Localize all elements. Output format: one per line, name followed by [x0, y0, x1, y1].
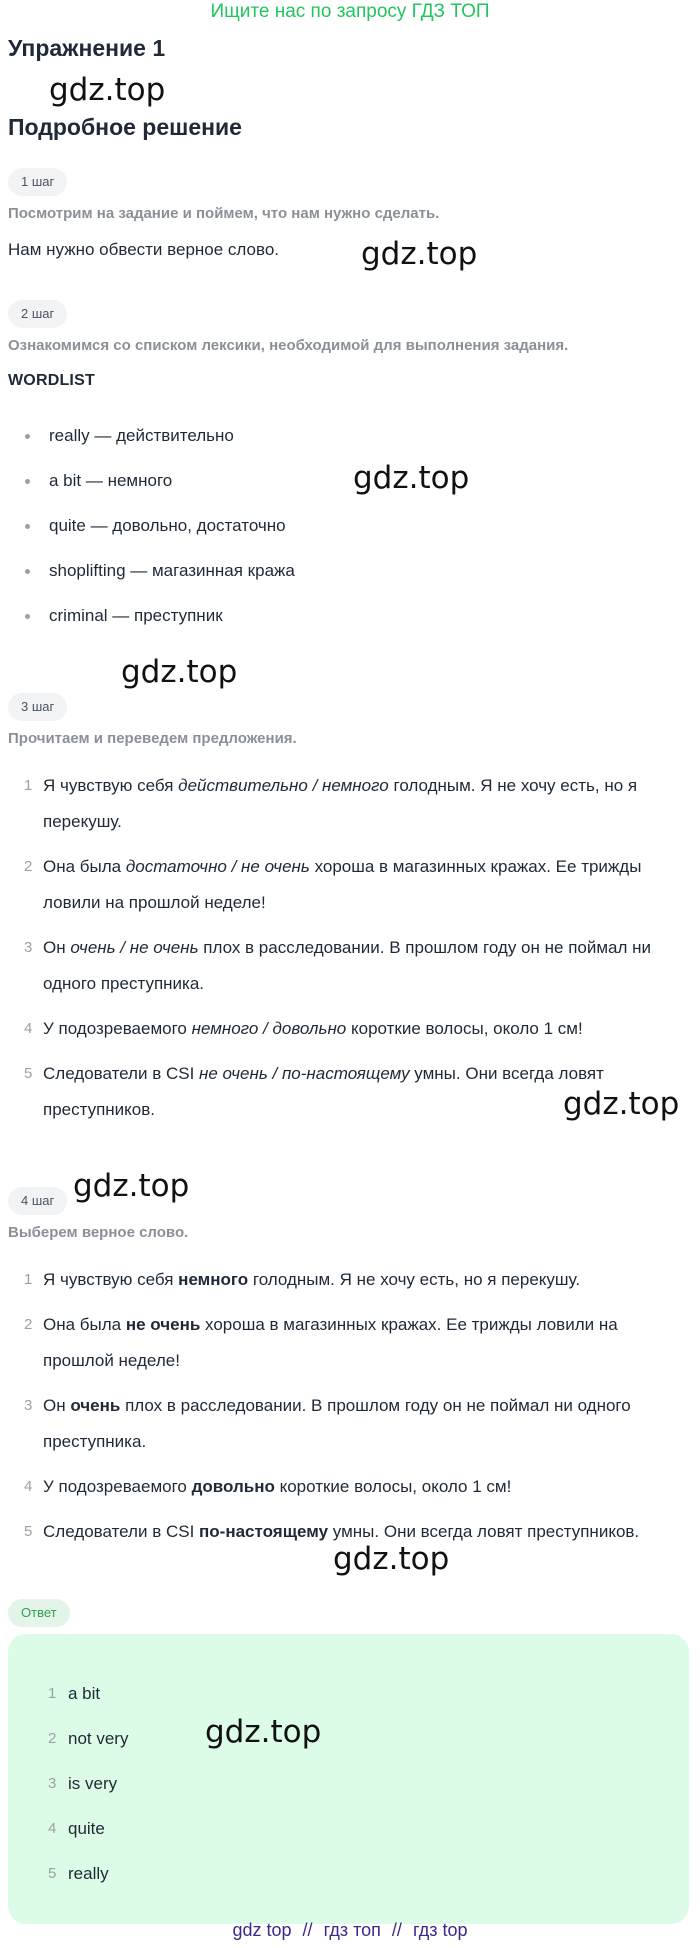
answer-item: [0, 1766, 700, 1811]
answer-text: quite: [68, 1819, 105, 1838]
answer-text: a bit: [68, 1684, 101, 1703]
sentence-text: умны. Они всегда ловят преступников.: [43, 1064, 604, 1119]
item-number: 2: [24, 858, 33, 875]
watermark: gdz.top: [563, 1086, 680, 1122]
step-1-text: Нам нужно обвести верное слово.: [8, 240, 280, 259]
item-number: 3: [24, 1397, 33, 1414]
step-4-answer-list: [0, 1262, 700, 1559]
page-subtitle: Подробное решение: [8, 114, 242, 140]
wordlist-item: [0, 463, 700, 508]
sentence-text: У подозреваемого: [43, 1477, 192, 1496]
answer-item: [0, 1856, 700, 1901]
wordlist: [0, 418, 700, 643]
footer-links: [0, 1920, 700, 1941]
sentence-text: Я чувствую себя: [43, 1270, 179, 1289]
options-text: действительно / немного: [178, 776, 389, 795]
item-number: 4: [48, 1820, 57, 1837]
sentence-text: голодным. Я не хочу есть, но я перекушу.: [248, 1270, 581, 1289]
wordlist-item: [0, 508, 700, 553]
bullet-icon: [25, 614, 30, 619]
bullet-icon: [25, 434, 30, 439]
answer-item: [0, 1721, 700, 1766]
chosen-word: очень: [70, 1396, 121, 1415]
footer-link[interactable]: gdz top: [232, 1920, 292, 1940]
wordlist-item: [0, 553, 700, 598]
options-text: не очень / по-настоящему: [199, 1064, 410, 1083]
options-text: очень / не очень: [70, 938, 199, 957]
watermark: gdz.top: [121, 654, 238, 690]
item-number: 2: [24, 1316, 33, 1333]
sentence-item: [0, 1388, 700, 1460]
top-banner[interactable]: Ищите нас по запросу ГДЗ ТОП: [210, 1, 490, 22]
item-number: 3: [48, 1775, 57, 1792]
answer-text: is very: [68, 1774, 118, 1793]
item-number: 5: [48, 1865, 57, 1882]
sentence-text: Я чувствую себя: [43, 776, 179, 795]
item-number: 2: [48, 1730, 57, 1747]
sentence-item: [0, 930, 700, 1002]
sentence-text: Следователи в CSI: [43, 1522, 200, 1541]
footer-separator: //: [391, 1920, 402, 1940]
footer-separator: //: [302, 1920, 313, 1940]
step-1-description: Посмотрим на задание и поймем, что нам нужно сделать.: [8, 205, 440, 222]
sentence-text: Он: [43, 938, 71, 957]
item-number: 1: [48, 1685, 57, 1702]
sentence-text: короткие волосы, около 1 см!: [346, 1019, 583, 1038]
wordlist-item-text: quite — довольно, достаточно: [49, 516, 286, 535]
sentence-item: [0, 1469, 700, 1505]
sentence-text: голодным. Я не хочу есть, но я перекушу.: [43, 776, 638, 831]
watermark: gdz.top: [73, 1168, 190, 1204]
bullet-icon: [25, 569, 30, 574]
sentence-item: [0, 849, 700, 921]
answer-item: [0, 1811, 700, 1856]
wordlist-item-text: a bit — немного: [49, 471, 173, 490]
sentence-text: хороша в магазинных кражах. Ее трижды ловили на прошлой неделе!: [43, 857, 642, 912]
sentence-text: У подозреваемого: [43, 1019, 192, 1038]
watermark: gdz.top: [205, 1714, 322, 1750]
bullet-icon: [25, 524, 30, 529]
step-1-badge: 1 шаг: [8, 168, 67, 196]
step-4-description: Выберем верное слово.: [8, 1224, 189, 1241]
sentence-item: [0, 1307, 700, 1379]
sentence-text: плох в расследовании. В прошлом году он не поймал ни одного преступника.: [43, 1396, 631, 1451]
sentence-item: [0, 768, 700, 840]
chosen-word: по-настоящему: [199, 1522, 329, 1541]
wordlist-item: [0, 418, 700, 463]
answer-item: [0, 1676, 700, 1721]
bullet-icon: [25, 479, 30, 484]
step-4-badge: 4 шаг: [8, 1187, 67, 1215]
sentence-text: хороша в магазинных кражах. Ее трижды ловили на прошлой неделе!: [43, 1315, 618, 1370]
answer-list: [0, 1676, 700, 1901]
answer-text: really: [68, 1864, 109, 1883]
item-number: 5: [24, 1065, 33, 1082]
step-3-description: Прочитаем и переведем предложения.: [8, 730, 297, 747]
sentence-text: Она была: [43, 1315, 126, 1334]
watermark: gdz.top: [353, 460, 470, 496]
item-number: 3: [24, 939, 33, 956]
sentence-text: умны. Они всегда ловят преступников.: [328, 1522, 640, 1541]
sentence-text: Он: [43, 1396, 71, 1415]
footer-link[interactable]: гдз топ: [323, 1920, 381, 1940]
watermark: gdz.top: [361, 236, 478, 272]
step-3-badge: 3 шаг: [8, 693, 67, 721]
footer-link[interactable]: гдз top: [412, 1920, 468, 1940]
watermark: gdz.top: [49, 72, 166, 108]
watermark: gdz.top: [333, 1541, 450, 1577]
sentence-text: короткие волосы, около 1 см!: [274, 1477, 512, 1496]
item-number: 5: [24, 1523, 33, 1540]
wordlist-title: WORDLIST: [8, 372, 95, 389]
item-number: 4: [24, 1020, 33, 1037]
answer-text: not very: [68, 1729, 129, 1748]
sentence-text: Она была: [43, 857, 126, 876]
sentence-item: [0, 1262, 700, 1298]
answer-badge: Ответ: [8, 1599, 70, 1627]
sentence-text: плох в расследовании. В прошлом году он не поймал ни одного преступника.: [43, 938, 652, 993]
item-number: 4: [24, 1478, 33, 1495]
wordlist-item: [0, 598, 700, 643]
page-title: Упражнение 1: [8, 35, 166, 61]
step-2-badge: 2 шаг: [8, 300, 67, 328]
chosen-word: немного: [178, 1270, 249, 1289]
step-2-description: Ознакомимся со списком лексики, необходимой для выполнения задания.: [8, 337, 569, 354]
wordlist-item-text: really — действительно: [49, 426, 234, 445]
item-number: 1: [24, 777, 33, 794]
sentence-text: Следователи в CSI: [43, 1064, 200, 1083]
wordlist-item-text: shoplifting — магазинная кража: [49, 561, 295, 580]
sentence-item: [0, 1011, 700, 1047]
wordlist-item-text: criminal — преступник: [49, 606, 223, 625]
options-text: немного / довольно: [191, 1019, 347, 1038]
options-text: достаточно / не очень: [125, 857, 310, 876]
item-number: 1: [24, 1271, 33, 1288]
chosen-word: довольно: [191, 1477, 275, 1496]
step-3-sentence-list: [0, 768, 700, 1137]
chosen-word: не очень: [125, 1315, 201, 1334]
